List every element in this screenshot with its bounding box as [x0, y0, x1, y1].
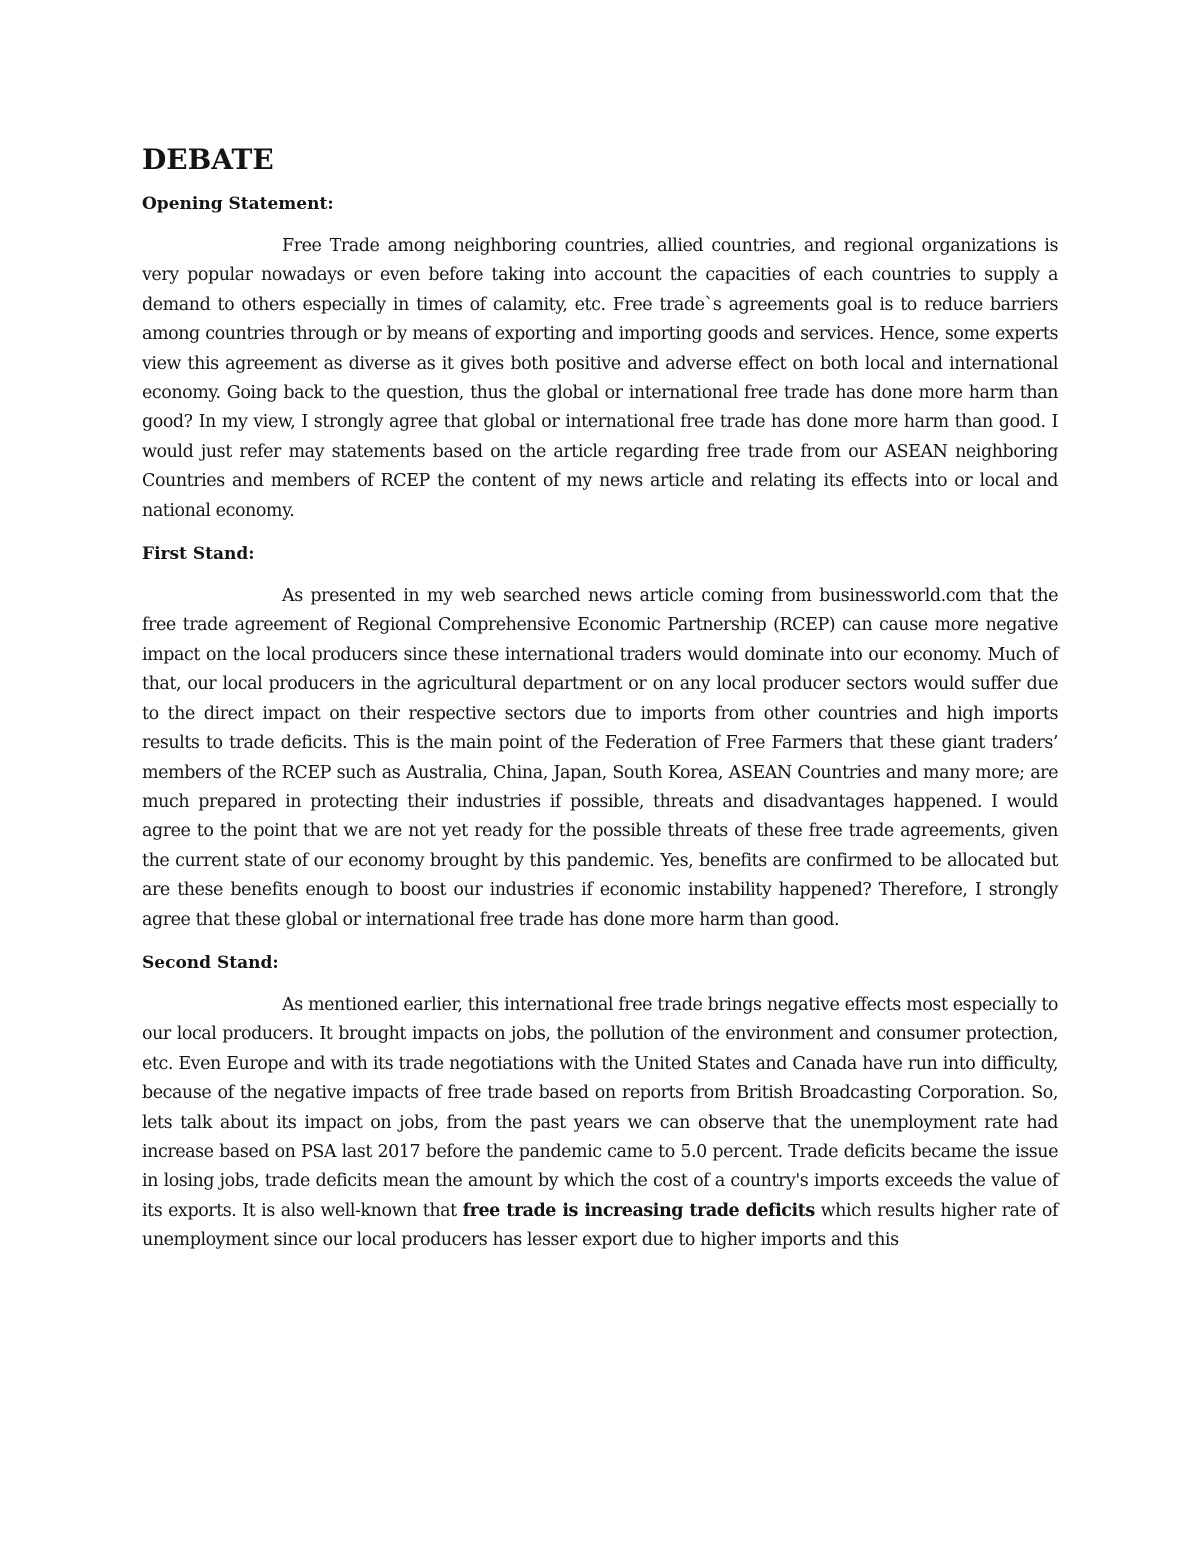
emphasized-text: free trade is increasing trade deficits	[462, 1200, 815, 1221]
section-paragraph	[142, 991, 1058, 1256]
section-second-stand	[142, 951, 1058, 1256]
section-paragraph: As presented in my web searched news article coming from businessworld.com that the free trade agreement of Regional Comprehensive Economic Partnership (RCEP) can cause more negative impact on the local producers since these international traders would dominate into our economy. Much of that, our local producers in the agricultural department or on any local producer sectors would suffer due to the direct impact on their respective sectors due to imports from other countries and high imports results to trade deficits. This is the main point of the Federation of Free Farmers that these giant traders’ members of the RCEP such as Australia, China, Japan, South Korea, ASEAN Countries and many more; are much prepared in protecting their industries if possible, threats and disadvantages happened. I would agree to the point that we are not yet ready for the possible threats of these free trade agreements, given the current state of our economy brought by this pandemic. Yes, benefits are confirmed to be allocated but are these benefits enough to boost our industries if economic instability happened? Therefore, I strongly agree that these global or international free trade has done more harm than good.	[142, 586, 1058, 930]
paragraph-text-after-emphasis: which results higher rate of unemployment since our local producers has lesser export due to higher imports and this	[142, 1200, 1058, 1251]
section-first-stand	[142, 542, 1058, 935]
document-page	[142, 140, 1058, 1272]
section-paragraph: Free Trade among neighboring countries, allied countries, and regional organizations is very popular nowadays or even before taking into account the capacities of each countries to supply a demand to others especially in times of calamity, etc. Free trade`s agreements goal is to reduce barriers among countries through or by means of exporting and importing goods and services. Hence, some experts view this agreement as diverse as it gives both positive and adverse effect on both local and international economy. Going back to the question, thus the global or international free trade has done more harm than good? In my view, I strongly agree that global or international free trade has done more harm than good. I would just refer may statements based on the article regarding free trade from our ASEAN neighboring Countries and members of RCEP the content of my news article and relating its effects into or local and national economy.	[142, 236, 1058, 521]
section-heading: Opening Statement:	[142, 194, 334, 214]
section-heading: First Stand:	[142, 544, 255, 565]
section-heading: Second Stand:	[142, 952, 279, 973]
section-opening-statement	[142, 192, 1058, 526]
document-title: DEBATE	[142, 143, 274, 176]
paragraph-text-before-emphasis: As mentioned earlier, this international free trade brings negative effects most especially to our local producers. It brought impacts on jobs, the pollution of the environment and consumer protection, etc. Even Europe and with its trade negotiations with the United States and Canada have run into difficulty, because of the negative impacts of free trade based on reports from British Broadcasting Corporation. So, lets talk about its impact on jobs, from the past years we can observe that the unemployment rate had increase based on PSA last 2017 before the pandemic came to 5.0 percent. Trade deficits became the issue in losing jobs, trade deficits mean the amount by which the cost of a country's imports exceeds the value of its exports. It is also well-known that	[142, 994, 1058, 1221]
